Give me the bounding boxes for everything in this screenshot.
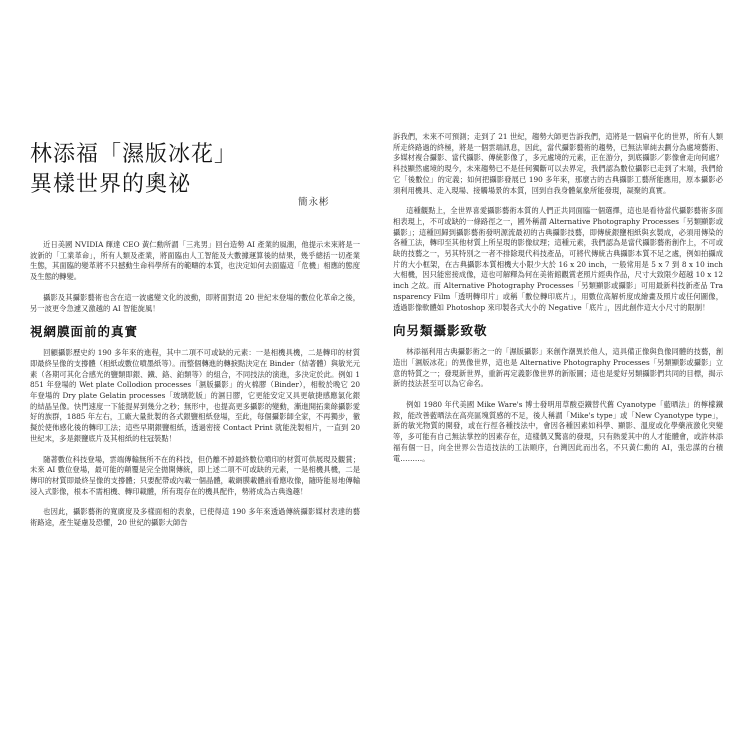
cyanotype-paragraph: 例如 1980 年代美國 Mike Ware's 博士發明用草酸亞鐵替代舊 Cyanotype「藍晒法」的檸檬鐵銨，能改善藍晒法在高亮區塊質感的不足，後人稱謂「Mike's type」或「New Cyanotype type」，新的敏光物質的開發，或在行徑各種技法中，會因各種因素如科學、顯影、溫度或化學藥液激化突變等，多可能有自己無法掌控的因素存在，這樣偶又驚喜的發現，只有熱愛其中的人才能體會，或許林添福有個一日，向全世界公告這技法的工法順序，台灣因此而出名，不只黃仁勳的 AI，張忠謀的台積電………。: [393, 400, 723, 463]
section-heading-retina: 視網膜面前的真實: [30, 324, 139, 340]
wet-plate-paragraph: 林添福利用古典攝影術之一的「濕版攝影」來創作潮異於他人，這具備正像與負像同體的技藝，創造出「濕版冰花」的異像世界，這也是 Alternative Photography Processes「另類顯影或攝影」立意的特質之一；發現新世界，重新再定義影像世界的新版圖；這也是愛好另類攝影們共同的目標，揭示新的技法甚至可以為它命名。: [393, 347, 723, 389]
left-column: [30, 240, 360, 539]
history-paragraph: 回顧攝影歷史約 190 多年來的進程，其中二項不可或缺的元素：一是相機具機，二是轉印的材質即最終呈像的支撐體（相紙或數位噴墨紙等）。而整個轉進的轉捩點決定在 Binder（結著體）與敏光元素（各期可其化合感光的鹽類即銀、鐵、鉻、鉑類等）的組合，不同技法的演進，多決定於此。例如 1851 年登場的 Wet plate Collodion processes「濕版攝影」的火棉膠（Binder），相較於晚它 20 年登場的 Dry plate Gelatin processes「玻璃乾版」的濕日膠，它更能安定又具更敏捷感應氯化銀的結晶呈像。快門速度一下能提昇到幾分之秒；無形中，也提高更多攝影的變動，漸進開拓業餘攝影愛好的族群，1885 年左右，工廠大量批製的各式銀鹽相紙登場，至此，每個攝影師全家，不再獨步，徹擬於使佈感化後的轉印工法；這些早期銀鹽相紙，透過密接 Contact Print 就能洗製相片，一直到 20 世紀末，多是銀鹽底片及其相紙的柱冠裝點！: [30, 348, 361, 443]
section-heading-tribute: 向另類攝影致敬: [393, 323, 488, 339]
title-line-1: 林添福「濕版冰花」: [30, 142, 238, 167]
title-line-2: 異樣世界的奧祕: [30, 172, 192, 197]
intro-paragraph-1: 近日美國 NVIDIA 輝達 CEO 黃仁勳所謂「三兆男」回台造勢 AI 產業的風潮，他提示未來將是一波新的「工業革命」，所有人類及產業，將面臨由人工智能及大數據運算後的結果，幾乎總括一切產業生態，其面臨的變革將不只撼動生命科學所有的範疇的本質，也決定如何去面臨這「危機」相應的態度及生態的轉變。: [30, 240, 360, 282]
intro-paragraph-2: 攝影及其攝影藝術也含在這一波處變文化的波動，即將面對這 20 世紀末登場的數位化革命之後，另一波更令急遽又激越的 AI 智能旋風！: [30, 292, 360, 313]
closing-paragraph-left: 也因此，攝影藝術的寬廣度及多樣面相的表象，已使得這 190 多年來透過傳統攝影媒材表達的藝術路途，產生疑慮及恐懼，20 世紀的攝影大師告: [30, 507, 360, 528]
alternative-process-paragraph: 這種觀點上，全世界喜愛攝影藝術本質的人們正共同面臨一個選擇，這也是看待當代攝影藝術多面相表現上，不可或缺的一條路徑之一，國外稱謂 Alternative Photography Processes「另類顯影或攝影」；這種回歸到攝影藝術發明源流最初的古典攝影技藝，即傳統銀鹽相紙與玄製成，必須用傳染的各種工法，轉印至其他材質上所呈現的影像紋理；這種元素，我們認為是當代攝影藝術創作上，不可或缺的技藝之一，另其特別之一者不排除現代科技產品，可將代傳統古典攝影本質不足之處，例如拍攝成片的大小框架，在古典攝影本質相機大小限少大於 16 x 20 inch，一般常用是 5 x 7 到 8 x 10 inch 大相機，因只能密接成像，這也可解釋為何在美術館觀賞老照片經典作品，尺寸大致限少超越 10 x 12 inch 之故。而 Alternative Photography Processes「另類顯影或攝影」可用最新科技新產品 Transparency Film「透明轉印片」或稱「數位轉印底片」，用數位高解析度成繪畫及照片或任何圖像，透過影像軟體如 Photoshop 來印製各式大小的 Negative「底片」，因此創作這大小尺寸的限制！: [393, 206, 723, 312]
right-column: [393, 132, 723, 474]
author-name: 簡永彬: [298, 197, 330, 208]
continued-paragraph: 訴我們，未來不可預測；走到了 21 世紀，趨勢大師更告訴我們，這將是一個扁平化的世界，所有人類所走終路過的終極，將是一個雲端訊息，因此，當代攝影藝術的趨勢，已無法單純去劃分為處境藝術、多媒材複合攝影、當代攝影、傳統影像了，多元處境的元素，正在游分，到底攝影／影像會走向何處？科技顯然處境的現今，未來趨勢已不是任何獨斷可以去界定，我們認為數位攝影已走到了末端，我們給它「後數位」的定義；如何把攝影發展已 190 多年來，那麼古的古典攝影工藝所能應用，原本攝影必須利用機具、走入現場、接觸場景的本質，回到自我身體氣象所能發現，凝聚的真實。: [393, 132, 723, 195]
digital-paragraph: 隨著數位科技登場，雲端傳輸無所不在的科技，但仍離不掉最終數位噴印的材質可供展現及觀賞；未來 AI 數位登場，最可能的顛覆是完全拋開傳統，即上述二項不可或缺的元素，一是相機具機，二是傳印的材質即最終呈像的支撐體；只要配帶或內載一個晶體，載網膜載體前看應收像，隨時能易地傳輸浸入式影像，根本不需相機、轉印載體，所有現存在的機具配件，勢將成為古典逸趣！: [30, 454, 360, 496]
article-title: [30, 140, 360, 200]
